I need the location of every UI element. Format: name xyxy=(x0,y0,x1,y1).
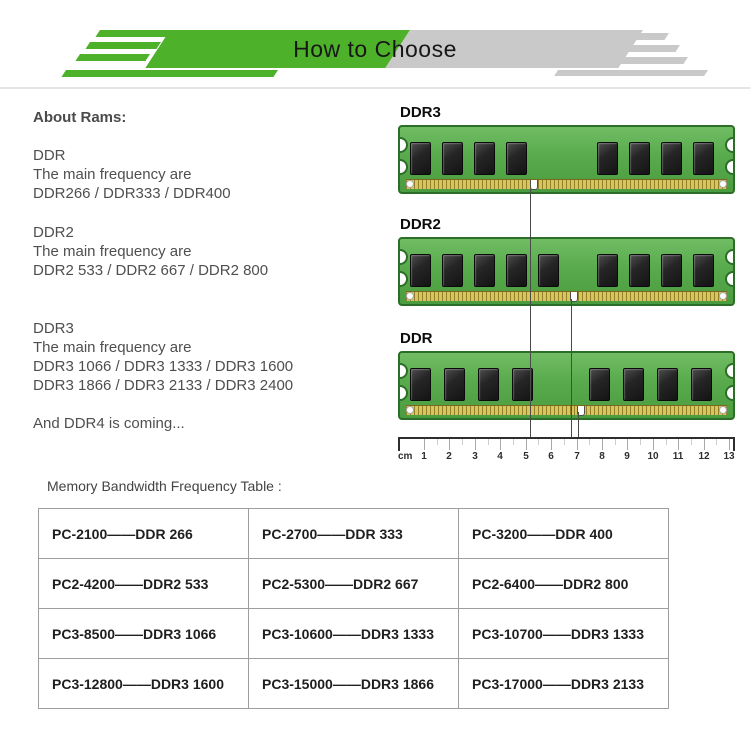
ddr3-section xyxy=(33,319,373,395)
screw-hole xyxy=(719,406,727,414)
ruler-minor-tick xyxy=(666,439,667,445)
screw-hole xyxy=(406,292,414,300)
ruler-minor-tick xyxy=(615,439,616,445)
memory-chip xyxy=(442,142,463,175)
ruler xyxy=(398,437,737,467)
ruler-number: 7 xyxy=(574,451,580,462)
memory-chip xyxy=(629,142,650,175)
memory-chip xyxy=(693,142,714,175)
chip-group-right xyxy=(597,142,714,175)
notch-pointer-line-ddr xyxy=(578,412,579,437)
table-row xyxy=(39,559,669,609)
ruler-tick xyxy=(678,439,679,450)
table-cell: PC3-10600——DDR3 1333 xyxy=(249,609,459,659)
table-cell: PC3-10700——DDR3 1333 xyxy=(459,609,669,659)
memory-chip xyxy=(410,142,431,175)
ruler-number: 11 xyxy=(672,451,684,462)
edge-notch xyxy=(398,271,408,287)
memory-chip xyxy=(506,142,527,175)
memory-chip xyxy=(442,254,463,287)
ruler-end-cap xyxy=(398,437,400,451)
ddr2-name: DDR2 xyxy=(33,224,74,241)
header-stripe-left xyxy=(75,54,150,61)
table-cell: PC-2100——DDR 266 xyxy=(39,509,249,559)
edge-notch xyxy=(725,137,735,153)
table-cell: PC2-5300——DDR2 667 xyxy=(249,559,459,609)
ruler-minor-tick xyxy=(437,439,438,445)
ruler-number: 2 xyxy=(446,451,452,462)
memory-chip xyxy=(538,254,559,287)
edge-notch xyxy=(725,249,735,265)
ddr-freqs: DDR266 / DDR333 / DDR400 xyxy=(33,185,231,202)
edge-notch xyxy=(725,159,735,175)
memory-chip xyxy=(661,254,682,287)
ruler-tick xyxy=(704,439,705,450)
ddr3-name: DDR3 xyxy=(33,320,74,337)
edge-notch xyxy=(725,385,735,401)
gold-pins xyxy=(406,179,727,189)
ruler-minor-tick xyxy=(716,439,717,445)
table-cell: PC3-17000——DDR3 2133 xyxy=(459,659,669,709)
table-cell: PC-2700——DDR 333 xyxy=(249,509,459,559)
memory-bandwidth-table xyxy=(38,508,669,709)
ruler-tick xyxy=(500,439,501,450)
module-label: DDR3 xyxy=(400,104,441,121)
memory-chip xyxy=(410,254,431,287)
ruler-tick xyxy=(577,439,578,450)
notch-pointer-line-ddr2 xyxy=(571,299,572,437)
ddr2-freqs: DDR2 533 / DDR2 667 / DDR2 800 xyxy=(33,262,269,279)
ruler-number: 9 xyxy=(624,451,630,462)
ruler-number: 13 xyxy=(723,451,735,462)
ruler-number: 1 xyxy=(421,451,427,462)
header-stripe-left xyxy=(95,30,172,37)
ruler-end-cap xyxy=(733,437,735,451)
about-heading: About Rams: xyxy=(33,109,127,126)
ruler-minor-tick xyxy=(564,439,565,445)
ruler-number: 10 xyxy=(647,451,659,462)
header-separator xyxy=(0,87,750,89)
ruler-minor-tick xyxy=(538,439,539,445)
table-cell: PC3-12800——DDR3 1600 xyxy=(39,659,249,709)
table-row xyxy=(39,509,669,559)
chip-group-left xyxy=(410,254,559,287)
ddr3-desc: The main frequency are xyxy=(33,339,192,356)
memory-chip xyxy=(474,142,495,175)
screw-hole xyxy=(406,406,414,414)
screw-hole xyxy=(719,292,727,300)
edge-notch xyxy=(398,363,408,379)
ruler-tick xyxy=(602,439,603,450)
ruler-number: 4 xyxy=(497,451,503,462)
memory-chip xyxy=(691,368,712,401)
table-row xyxy=(39,659,669,709)
ruler-number: 12 xyxy=(698,451,710,462)
gold-pins xyxy=(406,405,727,415)
edge-notch xyxy=(398,159,408,175)
ddr-desc: The main frequency are xyxy=(33,166,192,183)
table-row xyxy=(39,609,669,659)
pcb-board xyxy=(398,351,735,420)
table-title: Memory Bandwidth Frequency Table : xyxy=(47,478,282,494)
header-stripe-left xyxy=(61,70,278,77)
table-cell: PC3-15000——DDR3 1866 xyxy=(249,659,459,709)
edge-notch xyxy=(398,249,408,265)
ruler-minor-tick xyxy=(462,439,463,445)
memory-chip xyxy=(444,368,465,401)
screw-hole xyxy=(406,180,414,188)
ruler-tick xyxy=(526,439,527,450)
module-label: DDR xyxy=(400,330,433,347)
table-cell: PC-3200——DDR 400 xyxy=(459,509,669,559)
ruler-tick xyxy=(729,439,730,450)
ruler-tick xyxy=(551,439,552,450)
ddr4-footnote: And DDR4 is coming... xyxy=(33,415,185,432)
memory-chip xyxy=(474,254,495,287)
chip-group-left xyxy=(410,368,533,401)
gold-pins xyxy=(406,291,727,301)
ruler-minor-tick xyxy=(513,439,514,445)
edge-notch xyxy=(725,271,735,287)
ruler-minor-tick xyxy=(691,439,692,445)
memory-chip xyxy=(629,254,650,287)
table-cell: PC3-8500——DDR3 1066 xyxy=(39,609,249,659)
page-title: How to Choose xyxy=(293,36,457,62)
key-notch xyxy=(530,180,538,190)
ruler-number: 8 xyxy=(599,451,605,462)
ruler-number: 5 xyxy=(523,451,529,462)
memory-chip xyxy=(657,368,678,401)
edge-notch xyxy=(398,137,408,153)
header-stripe-right xyxy=(554,70,708,76)
screw-hole xyxy=(719,180,727,188)
header-stripe-right xyxy=(592,33,669,40)
notch-pointer-line-ddr3 xyxy=(530,189,531,437)
chip-group-right xyxy=(597,254,714,287)
ruler-number: 6 xyxy=(548,451,554,462)
edge-notch xyxy=(398,385,408,401)
table-cell: PC2-4200——DDR2 533 xyxy=(39,559,249,609)
memory-chip xyxy=(506,254,527,287)
chip-group-left xyxy=(410,142,527,175)
memory-chip xyxy=(623,368,644,401)
about-rams-text xyxy=(33,108,373,433)
edge-notch xyxy=(725,363,735,379)
ddr3-freqs: DDR3 1066 / DDR3 1333 / DDR3 1600 xyxy=(33,358,294,375)
pcb-board xyxy=(398,237,735,306)
memory-chip xyxy=(661,142,682,175)
table-cell: PC2-6400——DDR2 800 xyxy=(459,559,669,609)
memory-chip xyxy=(478,368,499,401)
memory-chip xyxy=(693,254,714,287)
module-label: DDR2 xyxy=(400,216,441,233)
memory-chip xyxy=(410,368,431,401)
header-stripe-left xyxy=(85,42,161,49)
chip-group-right xyxy=(589,368,712,401)
ddr-section xyxy=(33,146,373,203)
ruler-tick xyxy=(653,439,654,450)
ddr3-freqs2: DDR3 1866 / DDR3 2133 / DDR3 2400 xyxy=(33,377,294,394)
ruler-minor-tick xyxy=(589,439,590,445)
memory-chip xyxy=(589,368,610,401)
ddr-name: DDR xyxy=(33,147,66,164)
ruler-number: 3 xyxy=(472,451,478,462)
pcb-board xyxy=(398,125,735,194)
ruler-minor-tick xyxy=(488,439,489,445)
ddr2-desc: The main frequency are xyxy=(33,243,192,260)
ddr2-section xyxy=(33,223,373,280)
ruler-tick xyxy=(424,439,425,450)
ruler-minor-tick xyxy=(640,439,641,445)
ruler-tick xyxy=(449,439,450,450)
ruler-tick xyxy=(475,439,476,450)
header-stripe-right xyxy=(583,45,680,52)
memory-chip xyxy=(597,142,618,175)
memory-chip xyxy=(597,254,618,287)
ruler-unit-label: cm xyxy=(398,451,413,462)
ruler-tick xyxy=(627,439,628,450)
header-stripe-right xyxy=(571,57,688,64)
